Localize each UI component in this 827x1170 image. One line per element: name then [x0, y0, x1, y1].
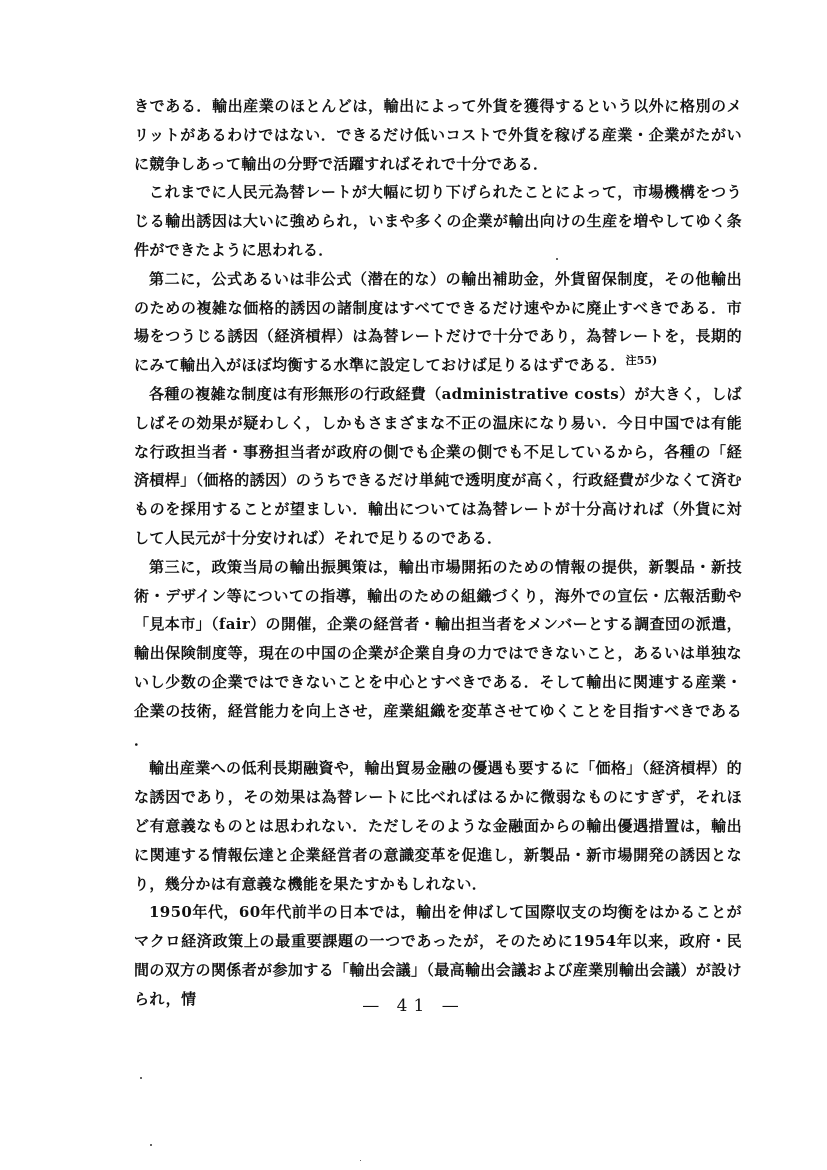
paragraph-3-text: 第二に，公式あるいは非公式（潜在的な）の輸出補助金，外貨留保制度，その他輸出のための複雑な価格的誘因の諸制度はすべてできるだけ速やかに廃止すべきである．市場をつうじる誘因（経済槓桿）は為替レートだけで十分であり，為替レートを，長期的にみて輸出入がほぼ均衡する水準に設定しておけば足りるはずである．	[134, 269, 742, 375]
paragraph-1-text: きである．輸出産業のほとんどは，輸出によって外貨を獲得するという以外に格別のメリットがあるわけではない．できるだけ低いコストで外貨を稼げる産業・企業がたがいに競争しあって輸出の分野で活躍すればそれで十分である．	[134, 97, 742, 173]
paragraph-1	[134, 92, 742, 178]
paragraph-4	[134, 380, 742, 553]
scan-speck	[150, 1144, 152, 1146]
body-text	[134, 92, 742, 1014]
scan-speck	[556, 258, 558, 260]
paragraph-5-text: 第三に，政策当局の輸出振興策は，輸出市場開拓のための情報の提供，新製品・新技術・デザイン等についての指導，輸出のための組織づくり，海外での宣伝・広報活動や「見本市」（fair）の開催，企業の経営者・輸出担当者をメンバーとする調査団の派遣，輸出保険制度等，現在の中国の企業が企業自身の力ではできないこと，あるいは単独ないし少数の企業ではできないことを中心とすべきである．そして輸出に関連する産業・企業の技術，経営能力を向上させ，産業組織を変革させてゆくことを目指すべきである．	[134, 557, 742, 749]
paragraph-6	[134, 754, 742, 898]
paragraph-2	[134, 178, 742, 264]
paragraph-6-text: 輸出産業への低利長期融資や，輸出貿易金融の優遇も要するに「価格」（経済槓桿）的な誘因であり，その効果は為替レートに比べればはるかに微弱なものにすぎず，それほど有意義なものとは思われない．ただしそのような金融面からの輸出優遇措置は，輸出に関連する情報伝達と企業経営者の意識変革を促進し，新製品・新市場開発の誘因となり，幾分かは有意義な機能を果たすかもしれない．	[134, 759, 742, 893]
paragraph-3	[134, 265, 742, 380]
paragraph-4-text: 各種の複雑な制度は有形無形の行政経費（administrative costs）が大きく，しばしばその効果が疑わしく，しかもさまざまな不正の温床になり易い．今日中国では有能な行政担当者・事務担当者が政府の側でも企業の側でも不足しているから，各種の「経済槓桿」（価格的誘因）のうちできるだけ単純で透明度が高く，行政経費が少なくて済むものを採用することが望ましい．輸出については為替レートが十分高ければ（外貨に対して人民元が十分安ければ）それで足りるのである．	[134, 384, 742, 547]
scan-speck	[360, 1160, 361, 1161]
paragraph-7-text: 1950年代，60年代前半の日本では，輸出を伸ばして国際収支の均衡をはかることがマクロ経済政策上の最重要課題の一つであったが，そのために1954年以来，政府・民間の双方の関係者が参加する「輸出会議」（最高輸出会議および産業別輸出会議）が設けられ，情	[134, 903, 742, 1008]
paragraph-2-text: これまでに人民元為替レートが大幅に切り下げられたことによって，市場機構をつうじる輸出誘因は大いに強められ，いまや多くの企業が輸出向けの生産を増やしてゆく条件ができたように思われる．	[134, 183, 742, 259]
paragraph-5	[134, 553, 742, 755]
footnote-reference: 注55)	[625, 354, 658, 368]
scan-speck	[140, 1077, 142, 1079]
page-number: — 41 —	[362, 996, 465, 1016]
